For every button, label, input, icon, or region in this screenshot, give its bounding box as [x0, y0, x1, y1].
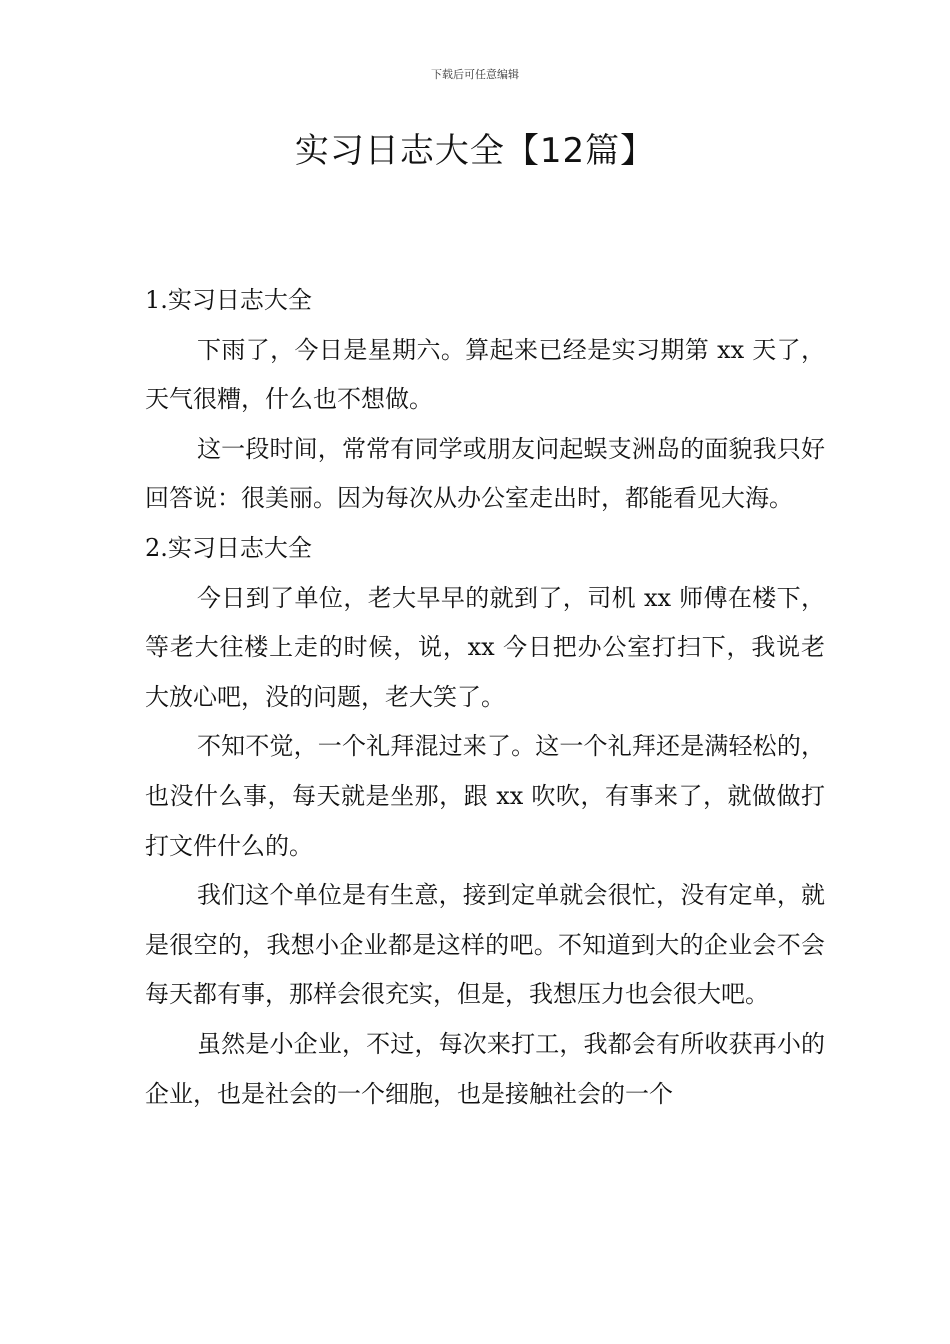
header-note: 下载后可任意编辑	[431, 68, 519, 81]
paragraph: 不知不觉，一个礼拜混过来了。这一个礼拜还是满轻松的，也没什么事，每天就是坐那，跟 xx 吹吹，有事来了，就做做打打文件什么的。	[145, 732, 825, 860]
paragraph: 我们这个单位是有生意，接到定单就会很忙，没有定单，就是很空的，我想小企业都是这样的吧。不知道到大的企业会不会每天都有事，那样会很充实，但是，我想压力也会很大吧。	[145, 881, 825, 1009]
document-body	[145, 276, 825, 1119]
paragraph: 虽然是小企业，不过，每次来打工，我都会有所收获再小的企业，也是社会的一个细胞，也是接触社会的一个	[145, 1029, 825, 1108]
section-heading: 1.实习日志大全	[145, 286, 312, 314]
paragraph: 这一段时间，常常有同学或朋友问起蜈支洲岛的面貌我只好回答说：很美丽。因为每次从办公室走出时，都能看见大海。	[145, 434, 825, 513]
section-1	[145, 276, 825, 524]
paragraph: 今日到了单位，老大早早的就到了，司机 xx 师傅在楼下，等老大往楼上走的时候，说，xx 今日把办公室打扫下，我说老大放心吧，没的问题，老大笑了。	[145, 583, 825, 711]
document-title: 实习日志大全【12篇】	[294, 131, 656, 171]
paragraph: 下雨了，今日是星期六。算起来已经是实习期第 xx 天了，天气很糟，什么也不想做。	[145, 335, 825, 414]
section-2	[145, 524, 825, 1119]
section-heading: 2.实习日志大全	[145, 533, 312, 562]
